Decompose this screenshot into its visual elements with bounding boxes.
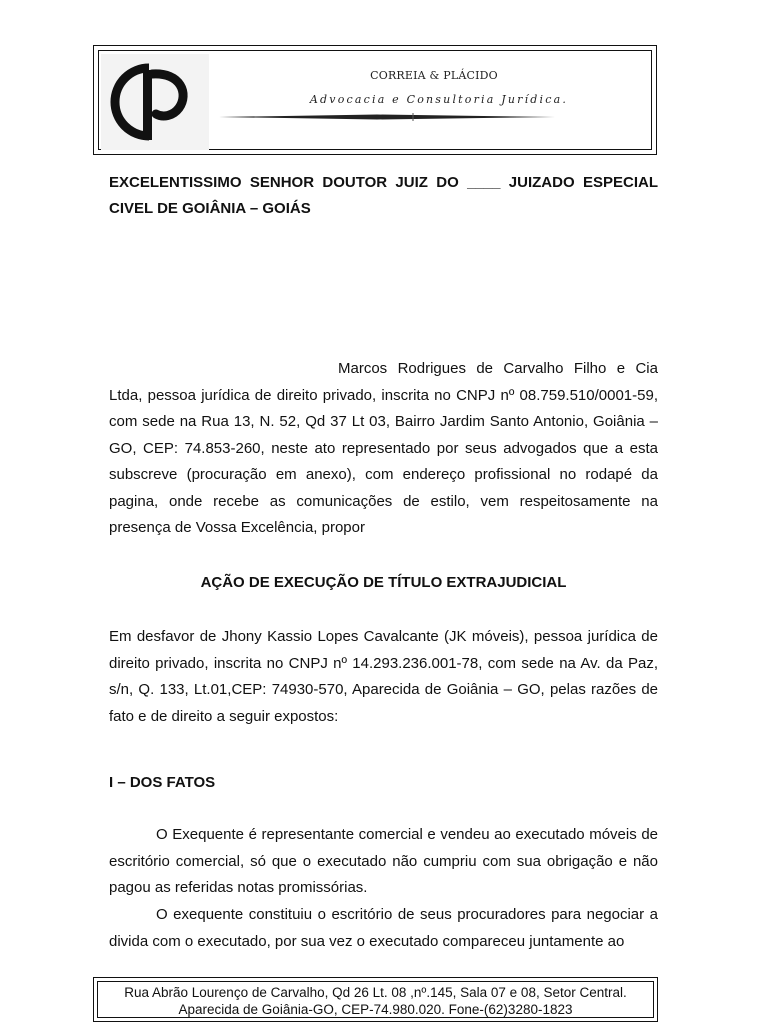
facts-paragraph: O exequente constituiu o escritório de seus procuradores para negociar a divida com o executado, por sua vez o executado compareceu juntamente ao: [109, 906, 658, 950]
firm-logo: [101, 54, 209, 150]
pen-divider-icon: [217, 111, 557, 123]
plaintiff-qualification: Marcos Rodrigues de Carvalho Filho e Cia Ltda, pessoa jurídica de direito privado, inscrita no CNPJ nº 08.759.510/0001-59, com sede na Rua 13, N. 52, Qd 37 Lt 03, Bairro Jardim Santo Antonio, Goiânia – GO, CEP: 74.853-260, neste ato representado por seus advogados que a esta subscreve (procuração em anexo), com endereço profissional no rodapé da pagina, onde recebe as comunicações de estilo, vem respeitosamente na presença de Vossa Excelência, propor: [109, 360, 658, 536]
facts-paragraph: O Exequente é representante comercial e vendeu ao executado móveis de escritório comercial, só que o executado não cumpriu com sua obrigação e não pagou as referidas notas promissórias.: [109, 826, 658, 896]
letterhead-inner-border: [98, 50, 652, 150]
firm-name: CORREIA & PLÁCIDO: [370, 69, 498, 82]
section-title: I – DOS FATOS: [109, 774, 216, 791]
footer-address: Rua Abrão Lourenço de Carvalho, Qd 26 Lt. 08 ,nº.145, Sala 07 e 08, Setor Central.: [124, 985, 627, 1000]
cp-logo-icon: [101, 54, 209, 150]
action-title: AÇÃO DE EXECUÇÃO DE TÍTULO EXTRAJUDICIAL: [200, 574, 567, 591]
page-footer: [93, 977, 658, 1022]
firm-tagline: Advocacia e Consultoria Jurídica.: [309, 93, 569, 106]
letterhead: [93, 45, 657, 155]
footer-contact: Aparecida de Goiânia-GO, CEP-74.980.020. Fone-(62)3280-1823: [178, 1002, 573, 1017]
addressee-heading: EXCELENTISSIMO SENHOR DOUTOR JUIZ DO ____ JUIZADO ESPECIAL CIVEL DE GOIÂNIA – GOIÁS: [109, 174, 658, 217]
footer-inner-border: [97, 981, 654, 1018]
defendant-qualification: Em desfavor de Jhony Kassio Lopes Cavalcante (JK móveis), pessoa jurídica de direito privado, inscrita no CNPJ nº 14.293.236.001-78, com sede na Av. da Paz, s/n, Q. 133, Lt.01,CEP: 74930-570, Aparecida de Goiânia – GO, pelas razões de fato e de direito a seguir expostos:: [109, 628, 658, 725]
